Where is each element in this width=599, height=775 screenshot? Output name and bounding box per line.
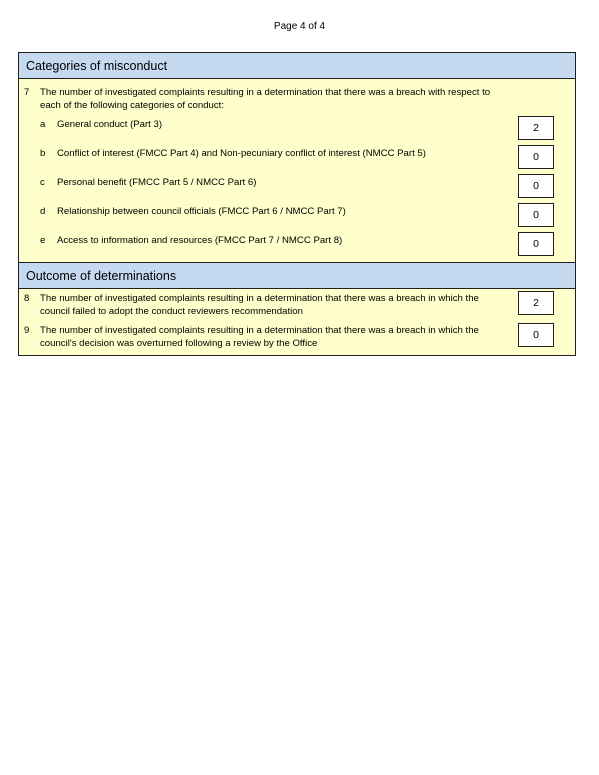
subitem-label-access-to-information: Access to information and resources (FMCC Part 7 / NMCC Part 8) — [57, 235, 343, 246]
categories-section — [19, 79, 575, 262]
subitem-label-conflict-of-interest: Conflict of interest (FMCC Part 4) and Non-pecuniary conflict of interest (NMCC Part 5) — [57, 148, 426, 159]
access-to-information-value-field[interactable]: 0 — [518, 232, 554, 256]
categories-section-title: Categories of misconduct — [19, 53, 575, 79]
subitem-label-relationship: Relationship between council officials (FMCC Part 6 / NMCC Part 7) — [57, 206, 346, 217]
subitem-letter: e — [40, 235, 46, 246]
failed-to-adopt-value-field[interactable]: 2 — [518, 291, 554, 315]
item-text: The number of investigated complaints resulting in a determination that there was a breach with respect to each of the following categories of conduct: — [40, 87, 491, 111]
relationship-value-field[interactable]: 0 — [518, 203, 554, 227]
item-number: 7 — [24, 87, 30, 98]
page-number-header: Page 4 of 4 — [273, 21, 326, 32]
subitem-letter: a — [40, 119, 46, 130]
subitem-label-general-conduct: General conduct (Part 3) — [57, 119, 163, 130]
subitem-letter: d — [40, 206, 46, 217]
general-conduct-value-field[interactable]: 2 — [518, 116, 554, 140]
subitem-label-personal-benefit: Personal benefit (FMCC Part 5 / NMCC Part 6) — [57, 177, 257, 188]
outcome-section — [19, 289, 575, 355]
item-text-failed-to-adopt: The number of investigated complaints resulting in a determination that there was a breach in which the council failed to adopt the conduct reviewers recommendation — [40, 293, 479, 317]
conflict-of-interest-value-field[interactable]: 0 — [518, 145, 554, 169]
item-number: 8 — [24, 293, 30, 304]
item-number: 9 — [24, 325, 30, 336]
decision-overturned-value-field[interactable]: 0 — [518, 323, 554, 347]
outcome-section-title: Outcome of determinations — [19, 262, 575, 289]
personal-benefit-value-field[interactable]: 0 — [518, 174, 554, 198]
misconduct-form — [18, 52, 576, 356]
subitem-letter: c — [40, 177, 45, 188]
item-text-decision-overturned: The number of investigated complaints resulting in a determination that there was a breach in which the council's decision was overturned following a review by the Office — [40, 325, 479, 349]
subitem-letter: b — [40, 148, 46, 159]
